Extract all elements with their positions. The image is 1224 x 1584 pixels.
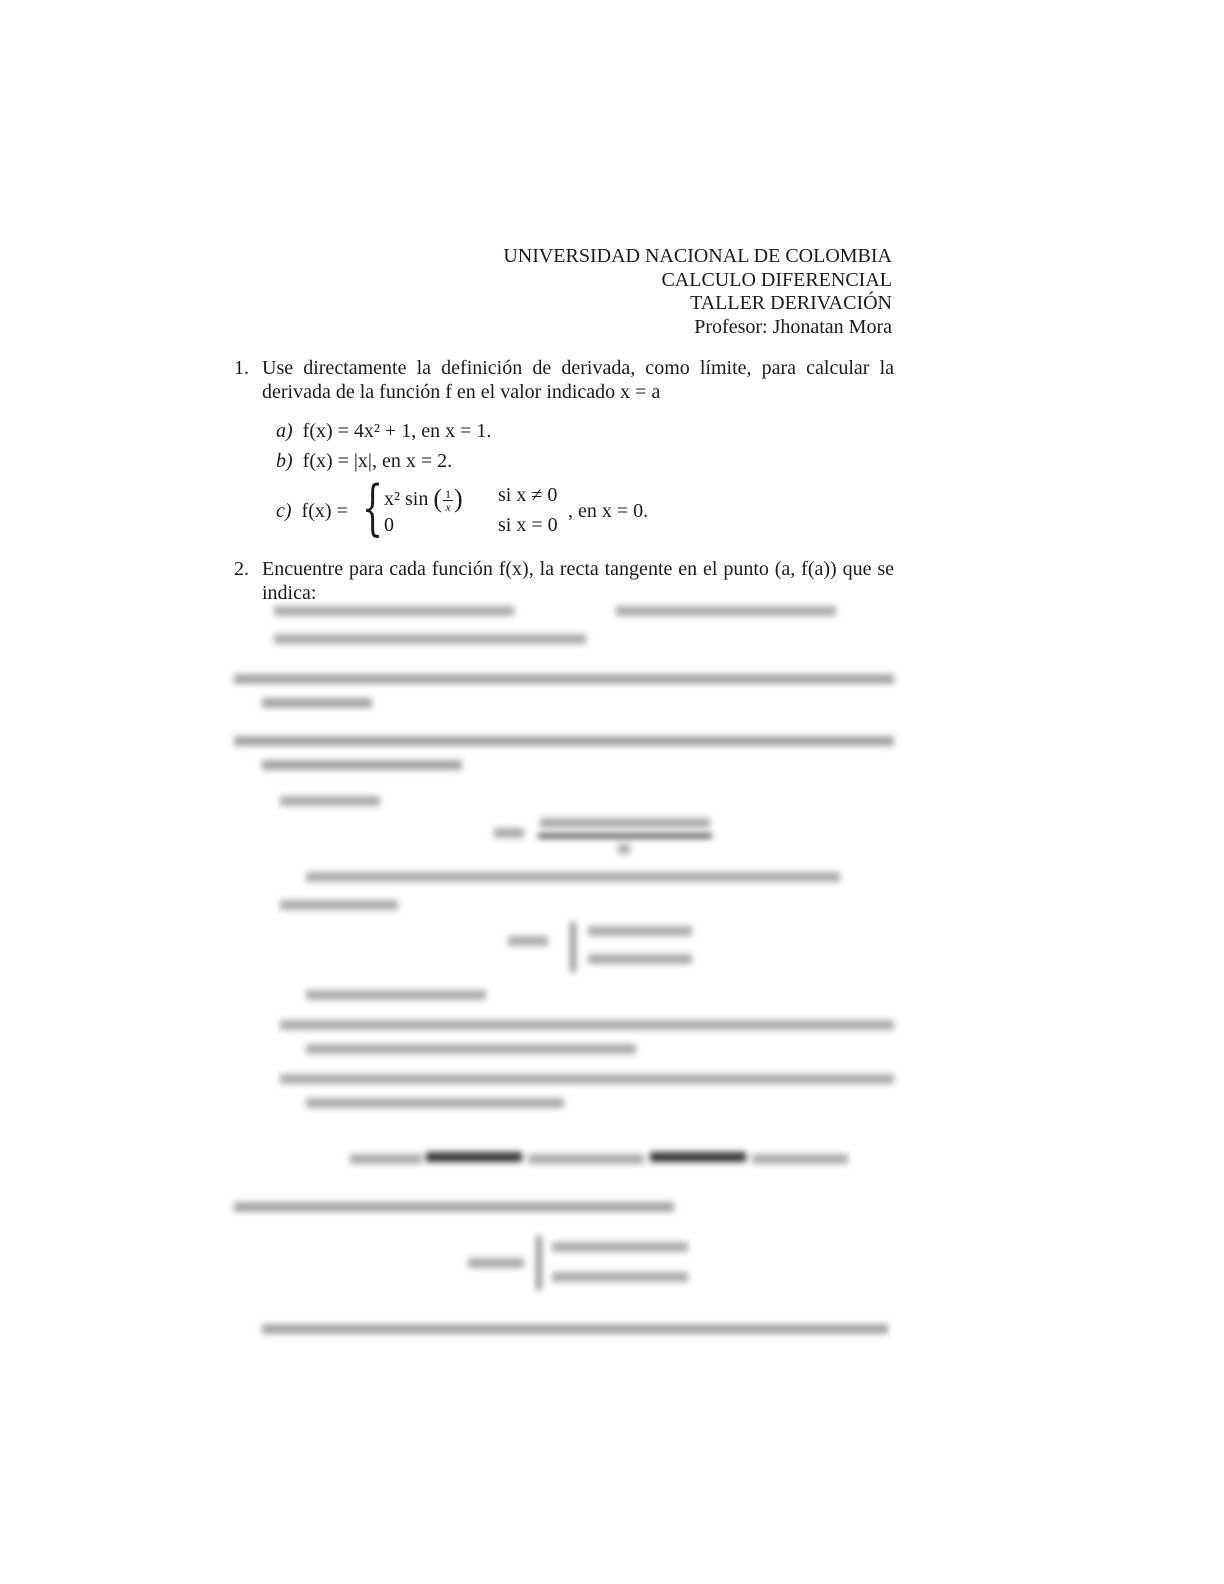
document-header — [503, 245, 892, 339]
fraction-one-over-x: $\frac{1}{x}$ — [445, 486, 452, 514]
item-label: b) — [276, 450, 293, 472]
blurred-line — [552, 1272, 688, 1282]
item-c-lhs — [276, 500, 348, 523]
question-text: Encuentre para cada función f(x), la recta tangente en el punto (a, f(a)) que se indica: — [262, 558, 894, 604]
blurred-brace — [536, 1236, 542, 1290]
fraction-bar — [650, 1152, 746, 1162]
piecewise-tail: , en x = 0. — [568, 500, 649, 522]
blurred-line — [274, 634, 586, 644]
blurred-content — [0, 596, 1224, 1356]
professor-name: Profesor: Jhonatan Mora — [694, 315, 892, 338]
blurred-line — [552, 1242, 688, 1252]
blurred-brace — [570, 922, 576, 972]
blurred-line — [280, 1020, 894, 1030]
blurred-line — [262, 698, 372, 708]
blurred-line — [280, 796, 380, 806]
blurred-line — [306, 1098, 564, 1108]
blurred-line — [306, 1044, 636, 1054]
piecewise-case-1 — [384, 484, 463, 514]
question-text: Use directamente la definición de derivada, como límite, para calcular la derivada de la función f en el valor indicado x = a — [262, 357, 894, 403]
item-text: f(x) = |x|, en x = 2. — [302, 450, 453, 472]
piecewise-condition-2: si x = 0 — [498, 514, 558, 536]
piecewise-case-2: 0 — [384, 514, 394, 536]
blurred-line — [618, 844, 630, 854]
course-name: CALCULO DIFERENCIAL — [661, 268, 892, 291]
blurred-line — [306, 872, 840, 882]
right-paren-icon: ) — [454, 484, 463, 513]
question-1 — [234, 356, 894, 404]
blurred-line — [262, 1324, 888, 1334]
blurred-line — [588, 926, 692, 936]
blurred-line — [752, 1154, 848, 1164]
blurred-line — [588, 954, 692, 964]
blurred-line — [262, 760, 462, 770]
blurred-line — [234, 1202, 674, 1212]
blurred-line — [280, 1074, 894, 1084]
blurred-line — [528, 1154, 644, 1164]
question-1-item-c — [276, 473, 696, 544]
case-1-expression: x² sin — [384, 488, 429, 510]
left-paren-icon: ( — [433, 484, 443, 513]
worksheet-title: TALLER DERIVACIÓN — [690, 292, 892, 314]
item-text: f(x) = 4x² + 1, en x = 1. — [302, 420, 492, 442]
blurred-line — [350, 1154, 422, 1164]
blurred-line — [274, 606, 514, 616]
piecewise-lhs: f(x) = — [301, 500, 348, 522]
blurred-line — [494, 828, 524, 838]
blurred-line — [468, 1258, 524, 1268]
blurred-line — [306, 990, 486, 1000]
item-label: a) — [276, 420, 293, 442]
question-1-item-b — [276, 450, 452, 473]
fraction-bar — [538, 834, 712, 838]
question-1-item-a — [276, 420, 491, 443]
blurred-line — [616, 606, 836, 616]
blurred-line — [280, 900, 398, 910]
question-number: 1. — [234, 357, 249, 379]
blurred-line — [540, 818, 710, 828]
question-number: 2. — [234, 558, 249, 580]
blurred-line — [234, 736, 894, 746]
piecewise-condition-1: si x ≠ 0 — [498, 484, 558, 506]
item-label: c) — [276, 500, 292, 522]
blurred-line — [508, 936, 548, 946]
university-name: UNIVERSIDAD NACIONAL DE COLOMBIA — [503, 245, 892, 267]
left-brace-icon: { — [362, 473, 384, 543]
fraction-bar — [426, 1152, 522, 1162]
blurred-line — [234, 674, 894, 684]
